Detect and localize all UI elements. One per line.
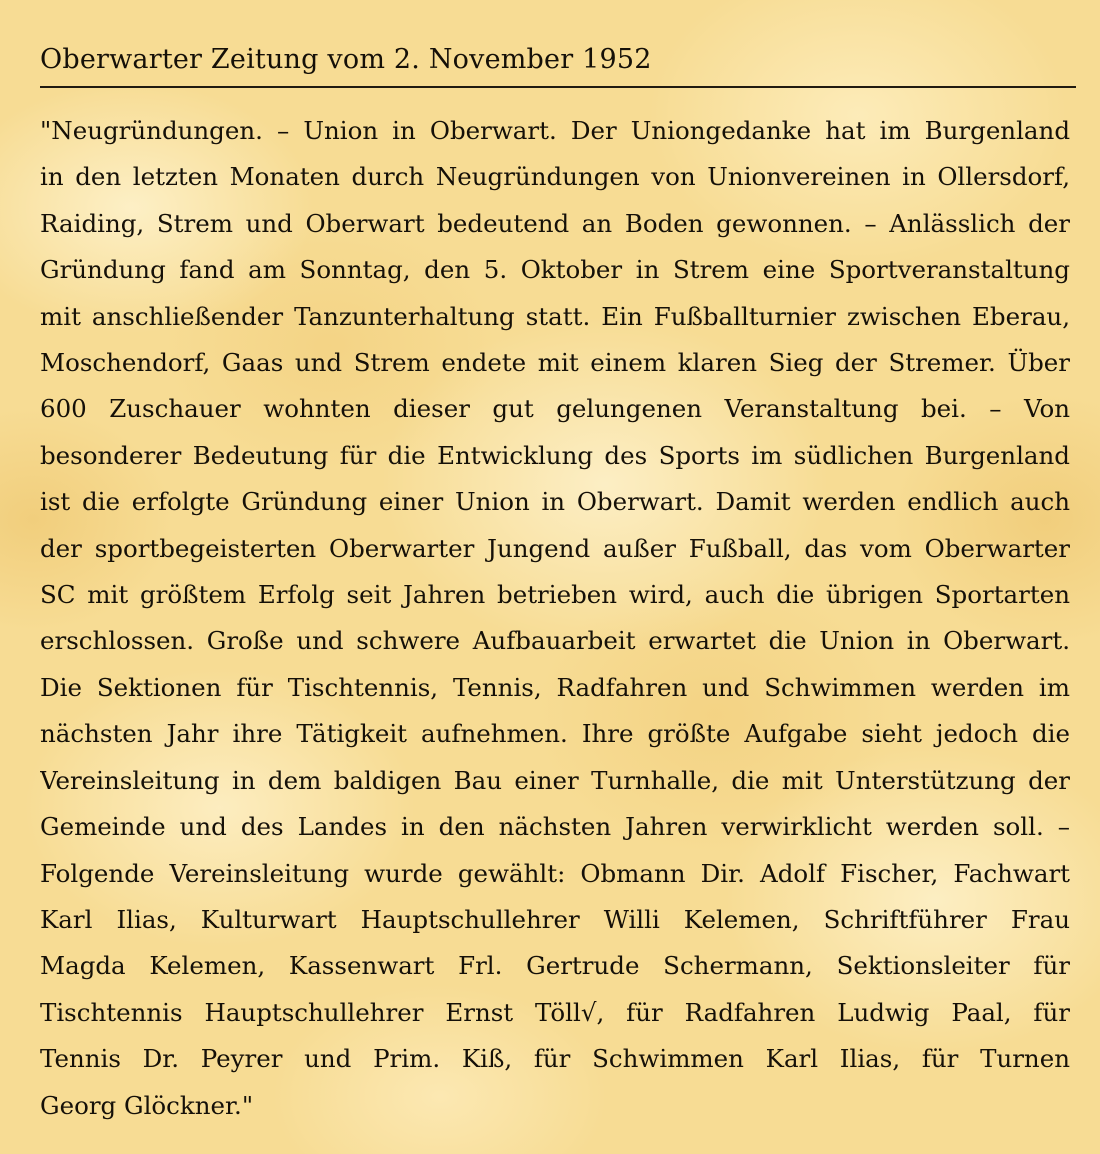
article-body	[40, 108, 1070, 1129]
article-line: Georg Glöckner."	[40, 1090, 254, 1120]
article-line: Moschendorf, Gaas und Strem endete mit einem klaren Sieg der Stremer. Über	[40, 348, 1070, 378]
article-line: Gemeinde und des Landes in den nächsten Jahren verwirklicht werden soll. –	[40, 812, 1070, 842]
article-line: in den letzten Monaten durch Neugründungen von Unionvereinen in Ollersdorf,	[40, 162, 1070, 192]
article-line: besonderer Bedeutung für die Entwicklung des Sports im südlichen Burgenland	[40, 440, 1070, 470]
article-line: Die Sektionen für Tischtennis, Tennis, Radfahren und Schwimmen werden im	[40, 672, 1070, 702]
article-line: Tennis Dr. Peyrer und Prim. Kiß, für Schwimmen Karl Ilias, für Turnen	[40, 1044, 1070, 1074]
article-line: Raiding, Strem und Oberwart bedeutend an Boden gewonnen. – Anlässlich der	[40, 208, 1070, 238]
article-line: nächsten Jahr ihre Tätigkeit aufnehmen. Ihre größte Aufgabe sieht jedoch die	[40, 719, 1070, 749]
article-line: ist die erfolgte Gründung einer Union in Oberwart. Damit werden endlich auch	[40, 487, 1070, 517]
article-line: 600 Zuschauer wohnten dieser gut gelungenen Veranstaltung bei. – Von	[40, 394, 1070, 424]
article-line: Gründung fand am Sonntag, den 5. Oktober in Strem eine Sportveranstaltung	[40, 255, 1070, 285]
article-line: Karl Ilias, Kulturwart Hauptschullehrer Willi Kelemen, Schriftführer Frau	[40, 904, 1070, 934]
heading-divider	[40, 86, 1076, 88]
newspaper-source-heading: Oberwarter Zeitung vom 2. November 1952	[40, 44, 652, 75]
article-line: erschlossen. Große und schwere Aufbauarbeit erwartet die Union in Oberwart.	[40, 626, 1070, 656]
article-line: Vereinsleitung in dem baldigen Bau einer Turnhalle, die mit Unterstützung der	[40, 765, 1070, 795]
article-line: der sportbegeisterten Oberwarter Jungend außer Fußball, das vom Oberwarter	[40, 533, 1070, 563]
article-line: SC mit größtem Erfolg seit Jahren betrieben wird, auch die übrigen Sportarten	[40, 580, 1070, 610]
article-line: "Neugründungen. – Union in Oberwart. Der Uniongedanke hat im Burgenland	[40, 116, 1070, 145]
article-line: mit anschließender Tanzunterhaltung statt. Ein Fußballturnier zwischen Eberau,	[40, 301, 1070, 331]
article-line: Folgende Vereinsleitung wurde gewählt: Obmann Dir. Adolf Fischer, Fachwart	[40, 858, 1070, 888]
article-line: Tischtennis Hauptschullehrer Ernst Töll√, für Radfahren Ludwig Paal, für	[40, 997, 1070, 1027]
article-line: Magda Kelemen, Kassenwart Frl. Gertrude Schermann, Sektionsleiter für	[40, 951, 1070, 981]
document-page	[40, 40, 1076, 1140]
